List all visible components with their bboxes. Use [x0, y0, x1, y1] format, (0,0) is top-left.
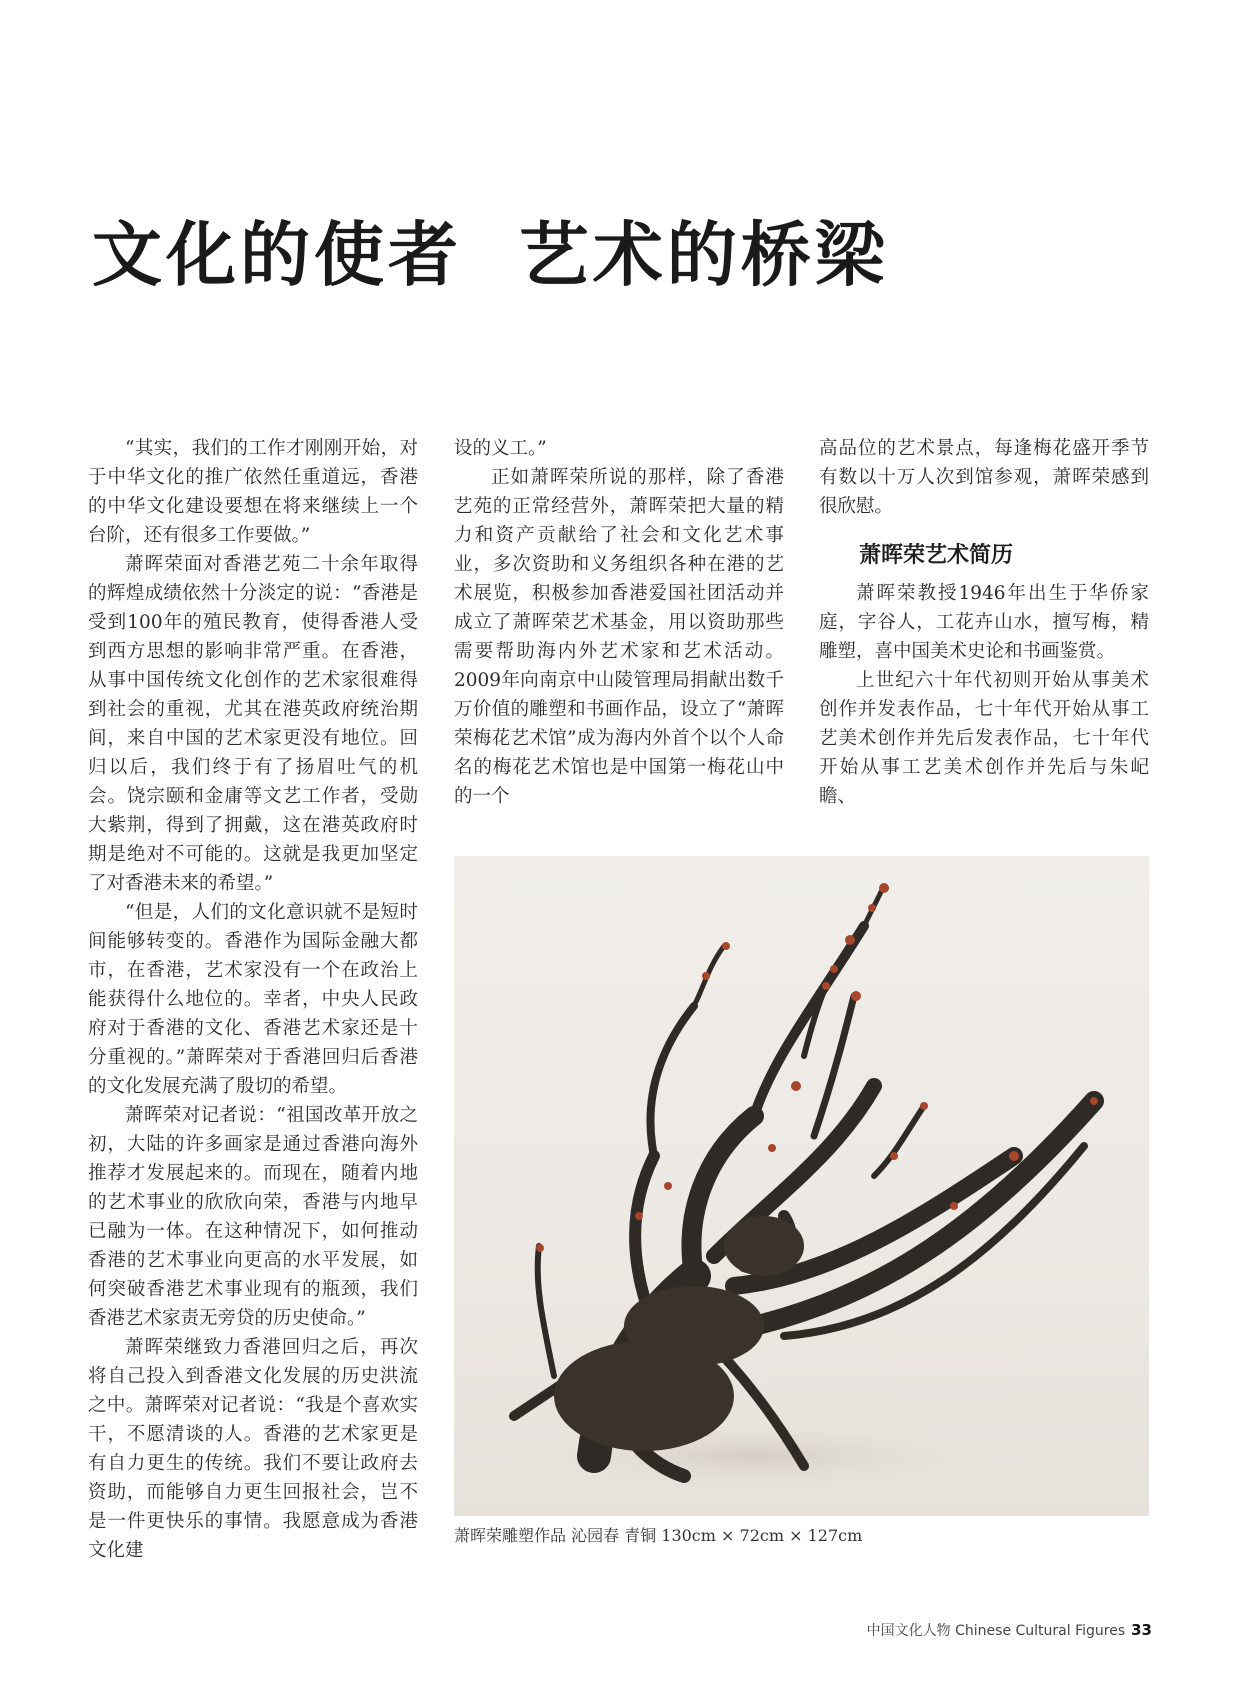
paragraph: “其实，我们的工作才刚刚开始，对于中华文化的推广依然任重道远，香港的中华文化建设要想在将来继续上一个台阶，还有很多工作要做。”: [88, 438, 418, 546]
text-column-3: [819, 434, 1149, 811]
paragraph: 萧晖荣对记者说：“祖国改革开放之初，大陆的许多画家是通过香港向海外推荐才发展起来的。而现在，随着内地的艺术事业的欣欣向荣，香港与内地早已融为一体。在这种情况下，如何推动香港的艺术事业向更高的水平发展，如何突破香港艺术事业现有的瓶颈，我们香港艺术家责无旁贷的历史使命。”: [88, 1105, 418, 1329]
paragraph: 萧晖荣面对香港艺苑二十余年取得的辉煌成绩依然十分淡定的说：“香港是受到100年的殖民教育，使得香港人受到西方思想的影响非常严重。在香港，从事中国传统文化创作的艺术家很难得到社会的重视，尤其在港英政府统治期间，来自中国的艺术家更没有地位。回归以后，我们终于有了扬眉吐气的机会。饶宗颐和金庸等文艺工作者，受勋大紫荆，得到了拥戴，这在港英政府时期是绝对不可能的。这就是我更加坚定了对香港未来的希望。”: [88, 554, 418, 894]
paragraph: 萧晖荣教授1946年出生于华侨家庭，字谷人，工花卉山水，擅写梅，精雕塑，喜中国美术史论和书画鉴赏。: [819, 583, 1149, 662]
photo-caption: 萧晖荣雕塑作品 沁园春 青铜 130cm × 72cm × 127cm: [454, 1526, 863, 1545]
section-heading: 萧晖荣艺术简历: [859, 543, 1014, 568]
paragraph: 设的义工。”: [454, 438, 547, 459]
text-column-1: [88, 434, 418, 1565]
paragraph: 高品位的艺术景点，每逢梅花盛开季节有数以十万人次到馆参观，萧晖荣感到很欣慰。: [819, 438, 1149, 517]
page-footer: [867, 1620, 1152, 1640]
page-number: 33: [1131, 1621, 1152, 1639]
paragraph: 萧晖荣继致力香港回归之后，再次将自己投入到香港文化发展的历史洪流之中。萧晖荣对记者说：“我是个喜欢实干，不愿清谈的人。香港的艺术家更是有自力更生的传统。我们不要让政府去资助，而能够自力更生回报社会，岂不是一件更快乐的事情。我愿意成为香港文化建: [88, 1337, 418, 1561]
paragraph: “但是，人们的文化意识就不是短时间能够转变的。香港作为国际金融大都市，在香港，艺术家没有一个在政治上能获得什么地位的。幸者，中央人民政府对于香港的文化、香港艺术家还是十分重视的。”萧晖荣对于香港回归后香港的文化发展充满了殷切的希望。: [88, 902, 418, 1097]
bronze-plum-sculpture-image: [454, 856, 1149, 1516]
paragraph: 正如萧晖荣所说的那样，除了香港艺苑的正常经营外，萧晖荣把大量的精力和资产贡献给了社会和文化艺术事业，多次资助和义务组织各种在港的艺术展览，积极参加香港爱国社团活动并成立了萧晖荣艺术基金，用以资助那些需要帮助海内外艺术家和艺术活动。2009年向南京中山陵管理局捐献出数千万价值的雕塑和书画作品，设立了“萧晖荣梅花艺术馆”成为海内外首个以个人命名的梅花艺术馆也是中国第一梅花山中的一个: [454, 467, 784, 807]
page-title: 文化的使者 艺术的桥梁: [92, 213, 889, 296]
text-column-2: [454, 434, 784, 811]
paragraph: 上世纪六十年代初则开始从事美术创作并发表作品，七十年代开始从事工艺美术创作并先后发表作品，七十年代开始从事工艺美术创作并先后与朱屺瞻、: [819, 670, 1149, 807]
magazine-name: 中国文化人物 Chinese Cultural Figures: [866, 1623, 1126, 1639]
sculpture-photo: [454, 856, 1149, 1516]
